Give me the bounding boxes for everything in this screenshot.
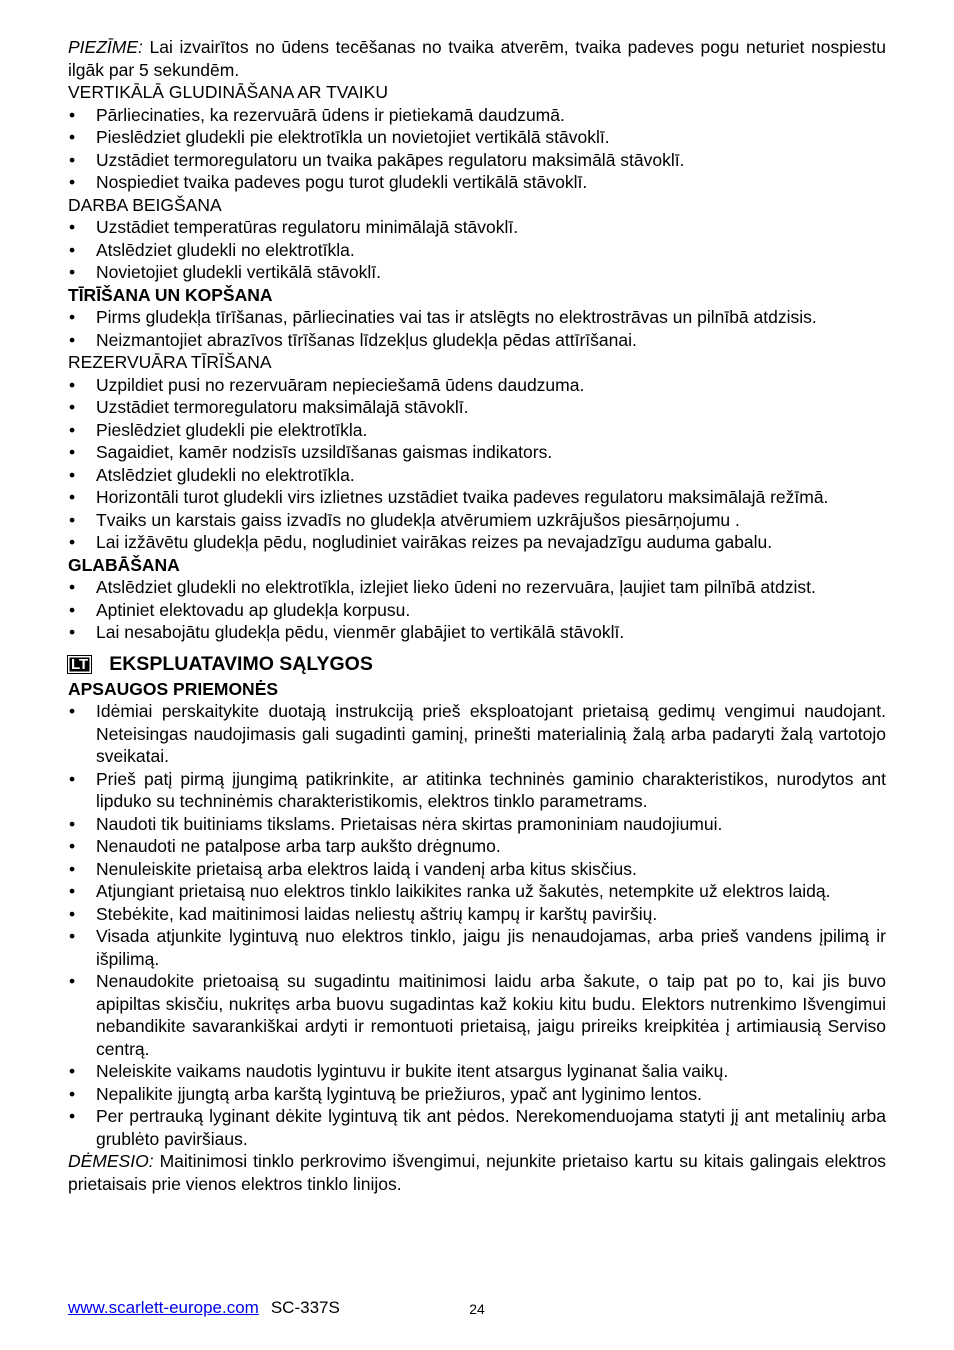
list-item: • Atslēdziet gludekli no elektrotīkla, izlejiet lieko ūdeni no rezervuāra, ļaujiet tam pilnībā atdzist. (68, 576, 886, 599)
list-cleaning (68, 306, 886, 351)
list-tank-cleaning (68, 374, 886, 554)
list-item: • Uzstādiet termoregulatoru un tvaika pakāpes regulatoru maksimālā stāvoklī. (68, 149, 886, 172)
section-title-safety: APSAUGOS PRIEMONĖS (68, 678, 279, 699)
page-content (68, 36, 886, 1195)
language-heading-lt (68, 652, 886, 678)
list-item: • Stebėkite, kad maitinimosi laidas neliestų aštrių kampų ir karštų paviršių. (68, 903, 886, 926)
note-demesio (68, 1150, 886, 1195)
note-piezime (68, 36, 886, 81)
section-title-cleaning: TĪRĪŠANA UN KOPŠANA (68, 284, 273, 305)
list-item: • Visada atjunkite lygintuvą nuo elektros tinklo, jaigu jis nenaudojamas, arba prieš vandens įpilimą ir išpilimą. (68, 925, 886, 970)
list-item: • Naudoti tik buitiniams tikslams. Prietaisas nėra skirtas pramoniniam naudojiumui. (68, 813, 886, 836)
list-item: • Pieslēdziet gludekli pie elektrotīkla un novietojiet vertikālā stāvoklī. (68, 126, 886, 149)
list-item: • Uzpildiet pusi no rezervuāram nepieciešamā ūdens daudzuma. (68, 374, 886, 397)
list-vertical-steaming (68, 104, 886, 194)
list-item: • Atjungiant prietaisą nuo elektros tinklo laikikites ranka už šakutės, netempkite už elektros laidą. (68, 880, 886, 903)
list-item: • Pārliecinaties, ka rezervuārā ūdens ir pietiekamā daudzumā. (68, 104, 886, 127)
section-title-vertical-steaming: VERTIKĀLĀ GLUDINĀŠANA AR TVAIKU (68, 82, 388, 102)
language-badge: LT (68, 656, 91, 673)
list-item: • Nenaudokite prietoaisą su sugadintu maitinimosi laidu arba šakute, o taip pat po to, kai jis buvo apipiltas skisčiu, nukritęs arba buovu sugadintas kaž kokiu kitu budu. Elektors nutrenkimo Išvengimui nebandikite savarankiškai ardyti ir remontuoti prietaisą, jaigu prireiks kreipkitėa į artimiausią Serviso centrą. (68, 970, 886, 1060)
list-item: • Lai izžāvētu gludekļa pēdu, nogludiniet vairākas reizes pa nevajadzīgu auduma gabalu. (68, 531, 886, 554)
list-item: • Neizmantojiet abrazīvos tīrīšanas līdzekļus gludekļa pēdas attīrīšanai. (68, 329, 886, 352)
model-number: SC-337S (270, 1298, 340, 1317)
list-item: • Nenuleiskite prietaisą arba elektros laidą i vandenį arba kitus skisčius. (68, 858, 886, 881)
note-text: Lai izvairītos no ūdens tecēšanas no tvaika atverēm, tvaika padeves pogu neturiet nospiestu ilgāk par 5 sekundēm. (68, 37, 886, 80)
list-item: • Nepalikite įjungtą arba karštą lygintuvą be priežiuros, ypač ant lyginimo lentos. (68, 1083, 886, 1106)
list-item: • Atslēdziet gludekli no elektrotīkla. (68, 464, 886, 487)
list-item: • Horizontāli turot gludekli virs izlietnes uzstādiet tvaika padeves regulatoru maksimālajā režīmā. (68, 486, 886, 509)
chapter-title: EKSPLUATAVIMO SĄLYGOS (109, 653, 373, 676)
list-item: • Nenaudoti ne patalpose arba tarp aukšto drėgnumo. (68, 835, 886, 858)
list-item: • Sagaidiet, kamēr nodzisīs uzsildīšanas gaismas indikators. (68, 441, 886, 464)
list-item: • Per pertrauką lyginant dėkite lygintuvą tik ant pėdos. Nerekomenduojama statyti jį ant metalinių arba grublėto paviršiaus. (68, 1105, 886, 1150)
list-finish (68, 216, 886, 284)
list-item: • Aptiniet elektovadu ap gludekļa korpusu. (68, 599, 886, 622)
section-title-storage: GLABĀŠANA (68, 554, 180, 575)
list-storage (68, 576, 886, 644)
list-item: • Lai nesabojātu gludekļa pēdu, vienmēr glabājiet to vertikālā stāvoklī. (68, 621, 886, 644)
section-title-finish: DARBA BEIGŠANA (68, 194, 222, 215)
list-item: • Nospiediet tvaika padeves pogu turot gludekli vertikālā stāvoklī. (68, 171, 886, 194)
list-item: • Uzstādiet termoregulatoru maksimālajā stāvoklī. (68, 396, 886, 419)
list-item: • Atslēdziet gludekli no elektrotīkla. (68, 239, 886, 262)
list-item: • Neleiskite vaikams naudotis lygintuvu ir bukite itent atsargus lyginanat šalia vaikų. (68, 1060, 886, 1083)
list-item: • Prieš patį pirmą įjungimą patikrinkite, ar atitinka techninės gaminio charakteristikos, nurodytos ant lipduko su techninėmis charakteristikomis, elektros tinklo parametrams. (68, 768, 886, 813)
list-item: • Pirms gludekļa tīrīšanas, pārliecinaties vai tas ir atslēgts no elektrostrāvas un pilnībā atdzisis. (68, 306, 886, 329)
list-item: • Novietojiet gludekli vertikālā stāvoklī. (68, 261, 886, 284)
list-item: • Tvaiks un karstais gaiss izvadīs no gludekļa atvērumiem uzkrājušos piesārņojumu . (68, 509, 886, 532)
website-link[interactable]: www.scarlett-europe.com (68, 1298, 259, 1317)
list-safety (68, 700, 886, 1150)
list-item: • Idėmiai perskaitykite duotają instrukciją prieš eksploatojant prietaisą gedimų vengimui naudojant. Neteisingas naudojimasis gali sugadinti gaminį, prinešti materialinią žalą arba padaryti žalą vartotojo sveikatai. (68, 700, 886, 768)
list-item: • Uzstādiet temperatūras regulatoru minimālajā stāvoklī. (68, 216, 886, 239)
section-title-tank-cleaning: REZERVUĀRA TĪRĪŠANA (68, 352, 272, 372)
page-footer (68, 1298, 886, 1322)
note-label: PIEZĪME: (68, 37, 143, 57)
page-number: 24 (469, 1301, 485, 1317)
note-label: DĖMESIO: (68, 1151, 154, 1171)
list-item: • Pieslēdziet gludekli pie elektrotīkla. (68, 419, 886, 442)
note-text: Maitinimosi tinklo perkrovimo išvengimui, nejunkite prietaiso kartu su kitais galingais elektros prietaisais prie vienos elektros tinklo linijos. (68, 1151, 886, 1194)
